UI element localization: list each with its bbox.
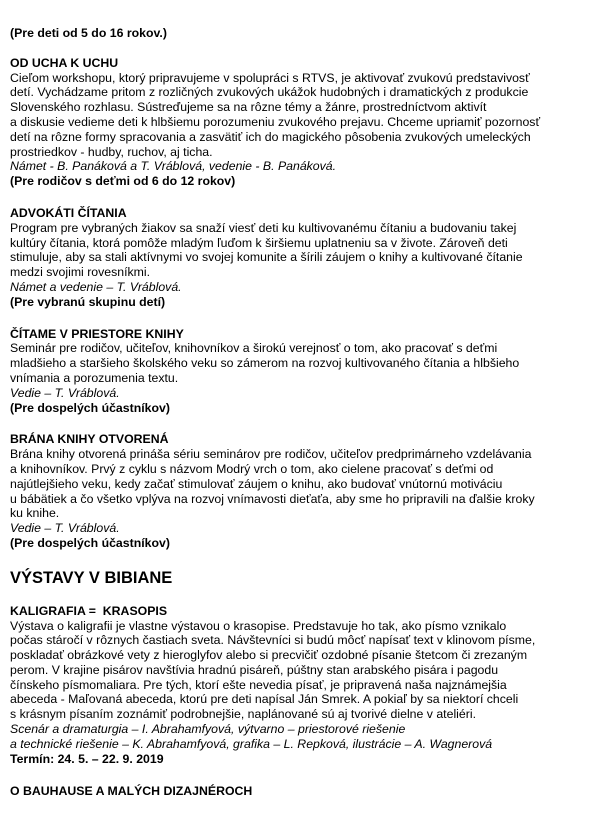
body-line: detí. Vychádzame pritom z rozličných zvukových ukážok hudobných i dramatických z produkcie — [10, 85, 529, 100]
body-line: najútlejšieho veku, kedy začať stimulovať záujem o knihu, ako budovať vnútornú motiváciu — [10, 476, 503, 491]
body-line: a knihovníkov. Prvý z cyklu s názvom Modrý vrch o tom, ako cielene pracovať s deťmi od — [10, 461, 494, 476]
section-credits: Vedie – T. Vráblová. — [10, 521, 120, 536]
body-line: Seminár pre rodičov, učiteľov, knihovníkov a širokú verejnosť o tom, ako pracovať s deťmi — [10, 341, 498, 356]
body-line: Cieľom workshopu, ktorý pripravujeme v spolupráci s RTVS, je aktivovať zvukovú predstavivosť — [10, 70, 530, 85]
body-line: detí na rôzne formy spracovania a zasvätiť ich do magického pôsobenia zvukových umeleckých — [10, 129, 531, 144]
body-line: počas stáročí v rôznych častiach sveta. Návštevníci si budú môcť napísať text v klinovom písme, — [10, 633, 536, 648]
document-page — [10, 26, 595, 799]
section-od-ucha-k-uchu — [10, 56, 595, 189]
intro-audience: (Pre deti od 5 do 16 rokov.) — [10, 26, 167, 40]
section-title: OD UCHA K UCHU — [10, 55, 119, 70]
body-line: prostriedkov - hudby, ruchov, aj ticha. — [10, 144, 213, 159]
body-line: Program pre vybraných žiakov sa snaží viesť deti ku kultivovanému čítaniu a budovaniu takej — [10, 220, 517, 235]
section-advokati-citania — [10, 206, 595, 310]
body-line: ku knihe. — [10, 506, 60, 521]
exhibition-term: Termín: 24. 5. – 22. 9. 2019 — [10, 751, 164, 766]
section-body — [10, 447, 595, 521]
body-line: mladšieho a staršieho školského veku so zámerom na rozvoj kultivovaného čítania a hlbšieho — [10, 356, 520, 371]
body-line: perom. V krajine pisárov navštívia hradnú pisáreň, púštny stan arabského pisára i pagodu — [10, 662, 499, 677]
section-audience: (Pre dospelých účastníkov) — [10, 535, 170, 550]
body-line: Brána knihy otvorená prináša sériu seminárov pre rodičov, učiteľov predprimárneho vzdelávania — [10, 447, 532, 462]
section-audience: (Pre vybranú skupinu detí) — [10, 294, 166, 309]
body-line: s krásnym písaním zoznámiť podrobnejšie, naplánované sú aj tvorivé dielne v ateliéri. — [10, 707, 476, 722]
body-line: čínskeho písmomaliara. Pre tých, ktorí ešte nevedia písať, je pripravená naša najznámejšia — [10, 677, 507, 692]
body-line: a diskusie vedieme deti k hlbšiemu porozumeniu zvukového prejavu. Chceme upriamiť pozornosť — [10, 114, 541, 129]
section-citame-v-priestore-knihy — [10, 327, 595, 416]
body-line: stimuluje, aby sa stali aktívnymi vo svojej komunite a šírili záujem o knihy a kultivované čítanie — [10, 250, 523, 265]
section-body — [10, 71, 595, 160]
exhibitions-heading: VÝSTAVY V BIBIANE — [10, 568, 173, 587]
body-line: medzi svojimi rovesníkmi. — [10, 265, 151, 280]
body-line: kultúry čítania, ktorá pomôže mladým ľuďom k širšiemu uplatneniu sa v živote. Zároveň deti — [10, 235, 508, 250]
section-credits: Námet a vedenie – T. Vráblová. — [10, 279, 182, 294]
exhibition-body — [10, 619, 595, 723]
section-audience: (Pre rodičov s deťmi od 6 do 12 rokov) — [10, 174, 236, 189]
exhibition-credits: Scenár a dramaturgia – I. Abrahamfyová, výtvarno – priestorové riešenie — [10, 722, 406, 737]
body-line: u bábätiek a čo všetko vplýva na rozvoj vnímavosti dieťaťa, aby sme ho pripravili na ďalšie kroky — [10, 491, 535, 506]
section-title: ČÍTAME V PRIESTORE KNIHY — [10, 326, 184, 341]
next-section-title: O BAUHAUSE A MALÝCH DIZAJNÉROCH — [10, 784, 253, 799]
section-credits: Vedie – T. Vráblová. — [10, 385, 120, 400]
exhibition-title: KALIGRAFIA = KRASOPIS — [10, 603, 168, 618]
section-title: ADVOKÁTI ČÍTANIA — [10, 205, 127, 220]
section-body — [10, 221, 595, 280]
body-line: Výstava o kaligrafii je vlastne výstavou o krasopise. Predstavuje ho tak, ako písmo vznikalo — [10, 618, 507, 633]
exhibition-credits: a technické riešenie – K. Abrahamfyová, grafika – L. Repková, ilustrácie – A. Wagnerová — [10, 736, 493, 751]
exhibition-kaligrafia — [10, 604, 595, 767]
section-audience: (Pre dospelých účastníkov) — [10, 400, 170, 415]
body-line: poskladať obrázkové vety z hieroglyfov alebo si precvičiť ozdobné písanie štetcom či zrezaným — [10, 648, 528, 663]
section-brana-knihy-otvorena — [10, 432, 595, 550]
body-line: Slovenského rozhlasu. Sústreďujeme sa na rôzne témy a žánre, prostredníctvom aktivít — [10, 100, 487, 115]
body-line: abeceda - Maľovaná abeceda, ktorú pre deti napísal Ján Smrek. A pokiaľ by sa niektorí chceli — [10, 692, 519, 707]
section-body — [10, 341, 595, 385]
section-credits: Námet - B. Panáková a T. Vráblová, vedenie - B. Panáková. — [10, 159, 337, 174]
section-title: BRÁNA KNIHY OTVORENÁ — [10, 432, 169, 447]
body-line: vnímania a porozumenia textu. — [10, 370, 179, 385]
